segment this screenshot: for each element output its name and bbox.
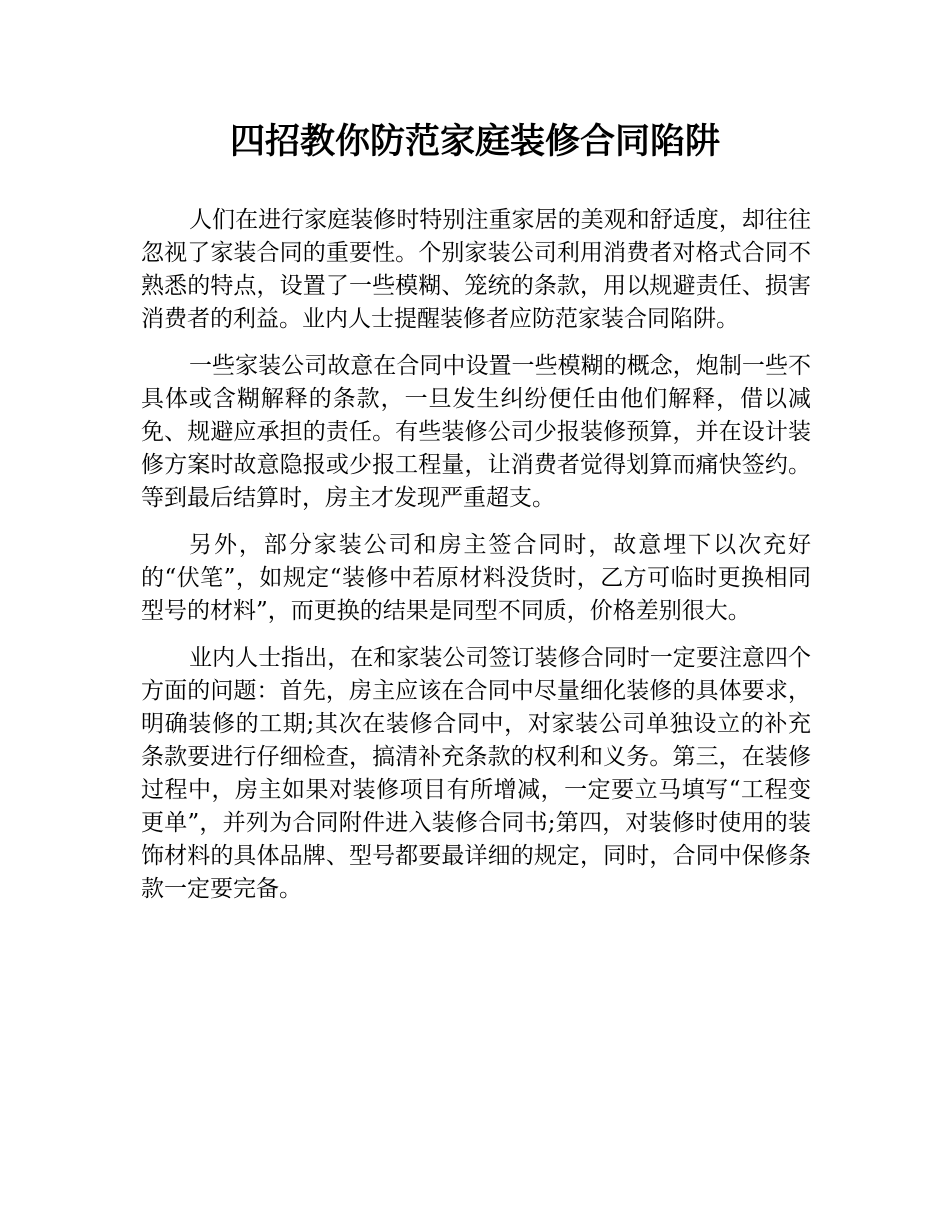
paragraph: 另外，部分家装公司和房主签合同时，故意埋下以次充好的“伏笔”，如规定“装修中若原材料没货时，乙方可临时更换相同型号的材料”，而更换的结果是同型不同质，价格差别很大。 bbox=[141, 532, 811, 624]
paragraph: 人们在进行家庭装修时特别注重家居的美观和舒适度，却往往忽视了家装合同的重要性。个别家装公司利用消费者对格式合同不熟悉的特点，设置了一些模糊、笼统的条款，用以规避责任、损害消费者的利益。业内人士提醒装修者应防范家装合同陷阱。 bbox=[141, 207, 811, 332]
paragraph: 业内人士指出，在和家装公司签订装修合同时一定要注意四个方面的问题：首先，房主应该在合同中尽量细化装修的具体要求，明确装修的工期;其次在装修合同中，对家装公司单独设立的补充条款要进行仔细检查，搞清补充条款的权利和义务。第三，在装修过程中，房主如果对装修项目有所增减，一定要立马填写“工程变更单”，并列为合同附件进入装修合同书;第四，对装修时使用的装饰材料的具体品牌、型号都要最详细的规定，同时，合同中保修条款一定要完备。 bbox=[141, 645, 811, 902]
paragraph: 一些家装公司故意在合同中设置一些模糊的概念，炮制一些不具体或含糊解释的条款，一旦发生纠纷便任由他们解释，借以减免、规避应承担的责任。有些装修公司少报装修预算，并在设计装修方案时故意隐报或少报工程量，让消费者觉得划算而痛快签约。等到最后结算时，房主才发现严重超支。 bbox=[141, 353, 811, 511]
document-body bbox=[141, 204, 811, 920]
document-title: 四招教你防范家庭装修合同陷阱 bbox=[229, 122, 720, 162]
